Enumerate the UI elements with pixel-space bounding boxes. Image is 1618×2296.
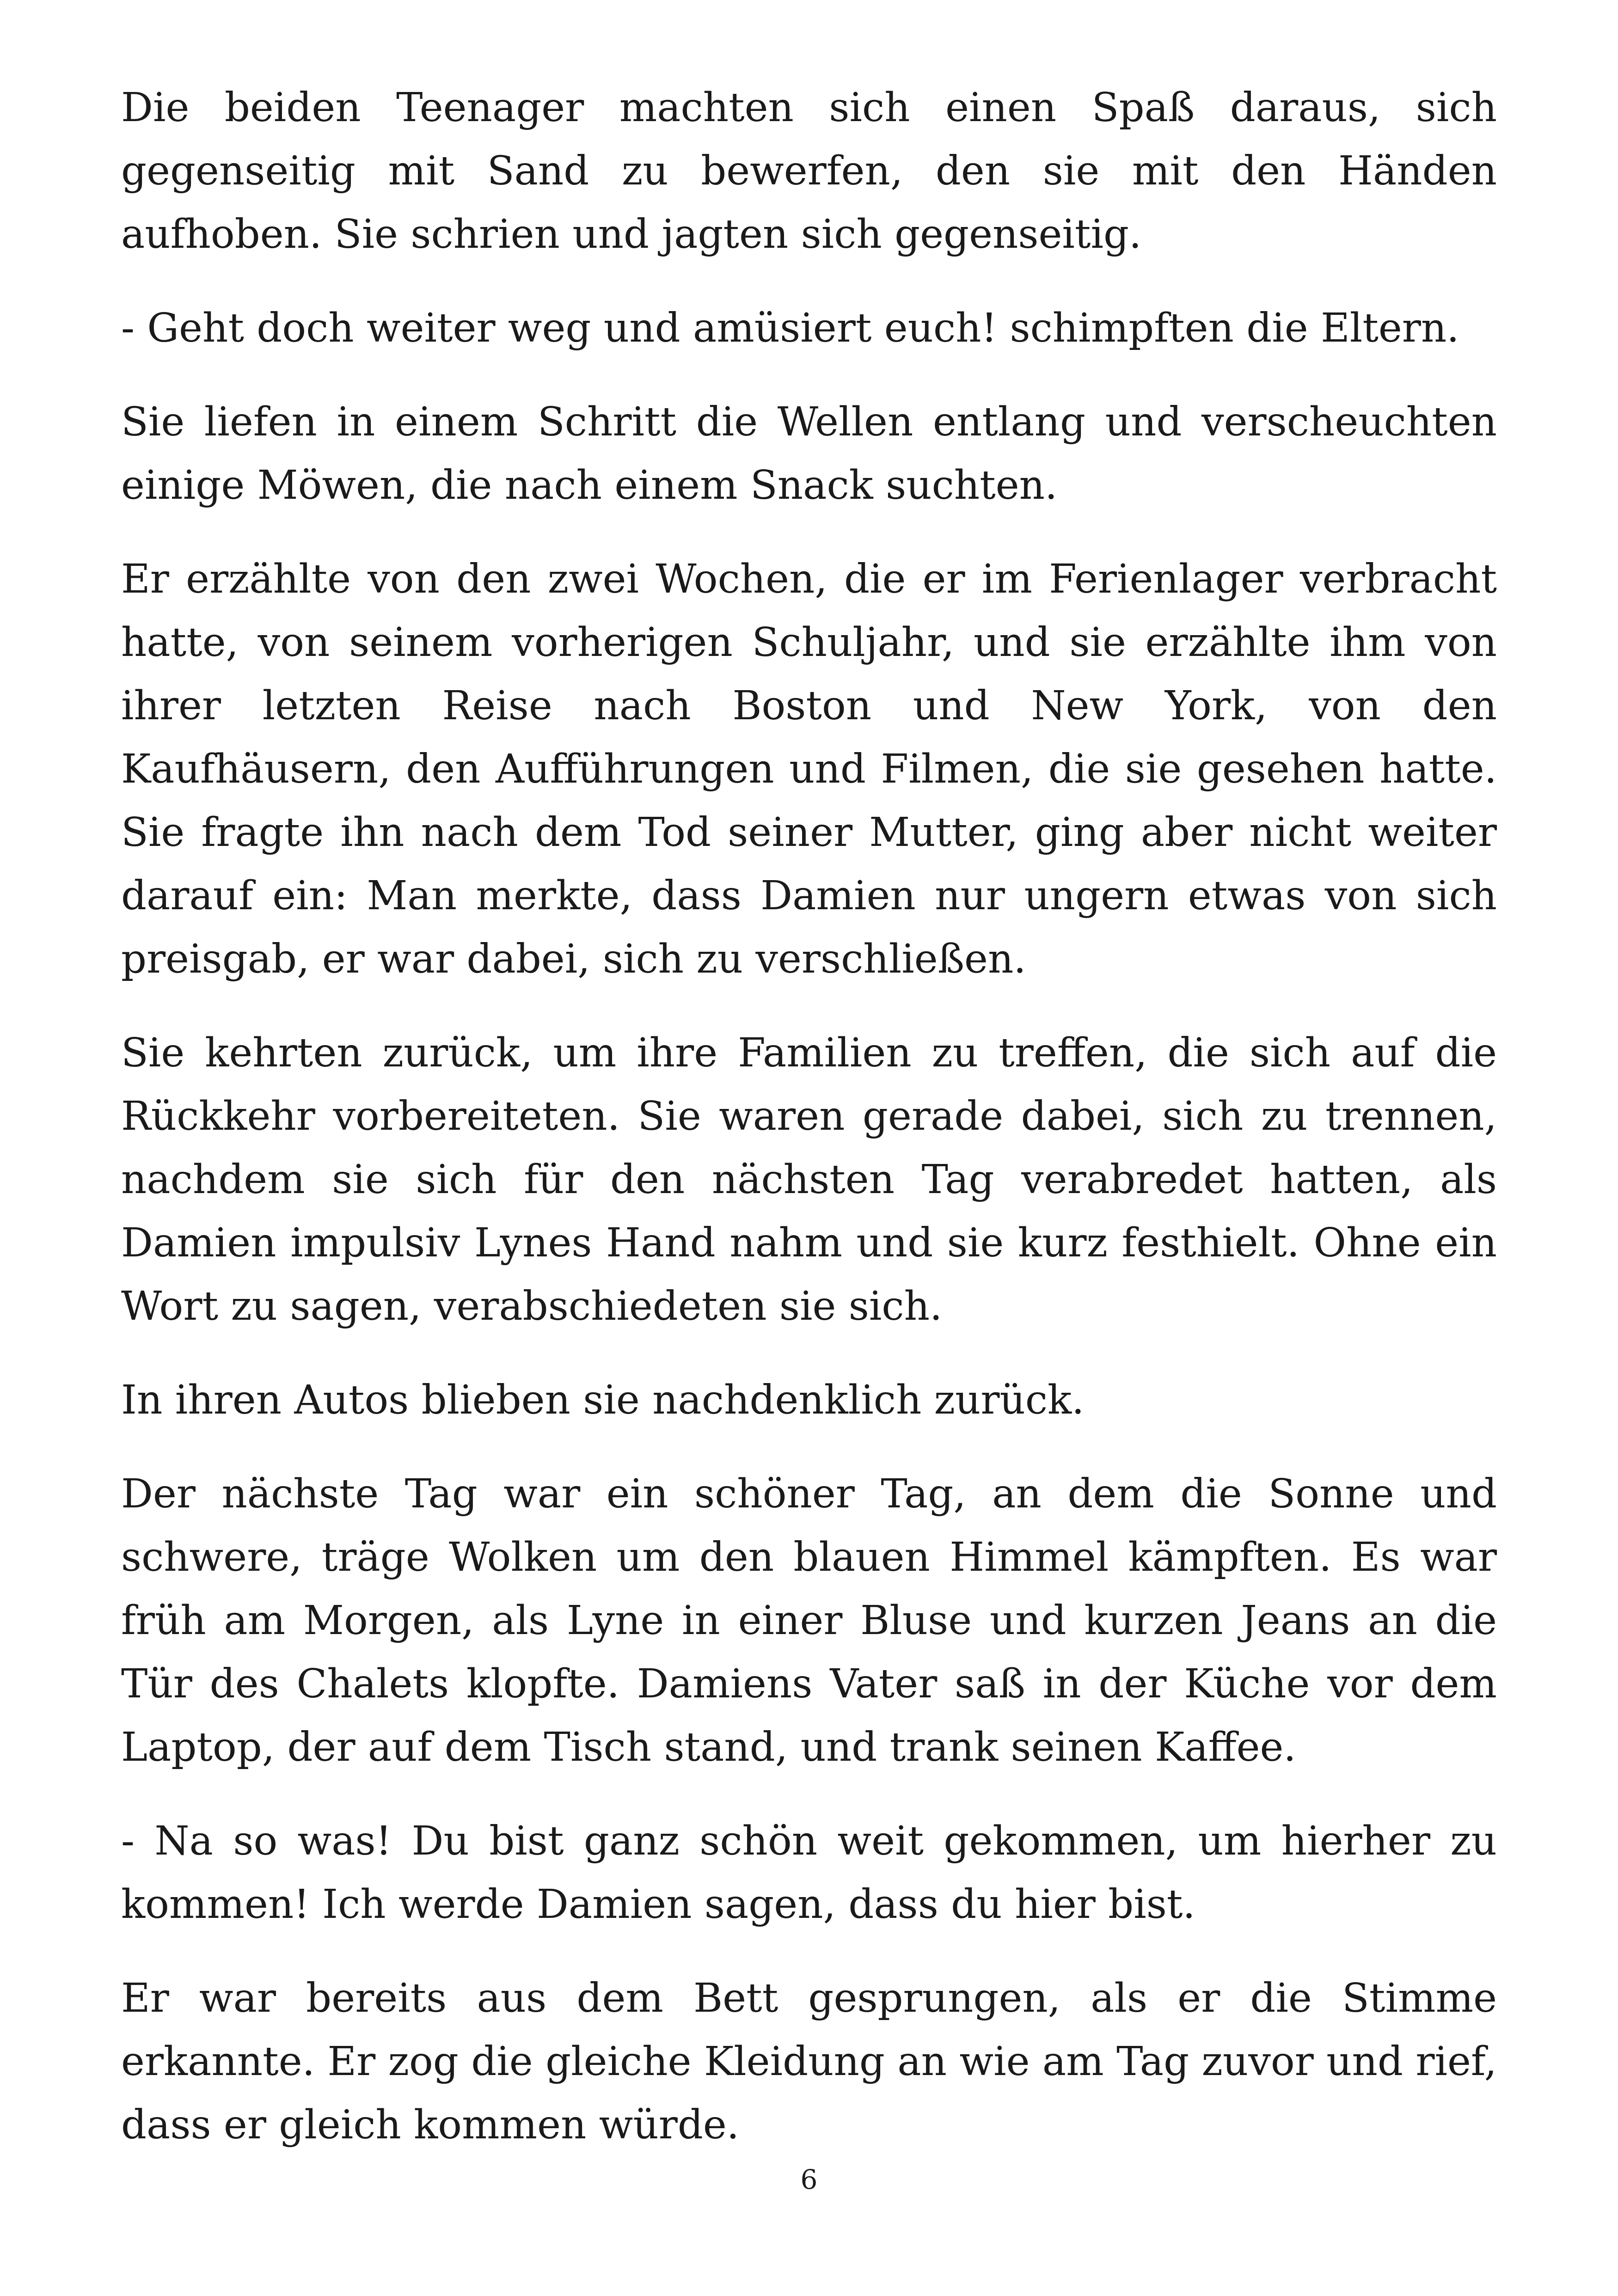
paragraph-1: Die beiden Teenager machten sich einen Spaß daraus, sich gegenseitig mit Sand zu bewerfen, den sie mit den Händen aufhoben. Sie schrien und jagten sich gegenseitig. (121, 85, 1497, 257)
paragraph-5: Sie kehrten zurück, um ihre Familien zu treffen, die sich auf die Rückkehr vorbereiteten. Sie waren gerade dabei, sich zu trennen, nachdem sie sich für den nächsten Tag verabredet hatten, als Damien impulsiv Lynes Hand nahm und sie kurz festhielt. Ohne ein Wort zu sagen, verabschiedeten sie sich. (121, 1030, 1497, 1329)
paragraph-8: - Na so was! Du bist ganz schön weit gekommen, um hierher zu kommen! Ich werde Damien sagen, dass du hier bist. (121, 1818, 1497, 1928)
paragraph-3: Sie liefen in einem Schritt die Wellen entlang und verscheuchten einige Möwen, die nach einem Snack suchten. (121, 399, 1497, 508)
paragraph-4: Er erzählte von den zwei Wochen, die er im Ferienlager verbracht hatte, von seinem vorherigen Schuljahr, und sie erzählte ihm von ihrer letzten Reise nach Boston und New York, von den Kaufhäusern, den Aufführungen und Filmen, die sie gesehen hatte. Sie fragte ihn nach dem Tod seiner Mutter, ging aber nicht weiter darauf ein: Man merkte, dass Damien nur ungern etwas von sich preisgab, er war dabei, sich zu verschließen. (121, 556, 1497, 982)
body-text (121, 76, 1497, 2187)
paragraph-2: - Geht doch weiter weg und amüsiert euch! schimpften die Eltern. (121, 305, 1459, 351)
paragraph-7: Der nächste Tag war ein schöner Tag, an dem die Sonne und schwere, träge Wolken um den blauen Himmel kämpften. Es war früh am Morgen, als Lyne in einer Bluse und kurzen Jeans an die Tür des Chalets klopfte. Damiens Vater saß in der Küche vor dem Laptop, der auf dem Tisch stand, und trank seinen Kaffee. (121, 1471, 1497, 1770)
paragraph-6: In ihren Autos blieben sie nachdenklich zurück. (121, 1377, 1085, 1423)
page-number: 6 (800, 2164, 818, 2195)
paragraph-9: Er war bereits aus dem Bett gesprungen, als er die Stimme erkannte. Er zog die gleiche Kleidung an wie am Tag zuvor und rief, dass er gleich kommen würde. (121, 1975, 1497, 2148)
